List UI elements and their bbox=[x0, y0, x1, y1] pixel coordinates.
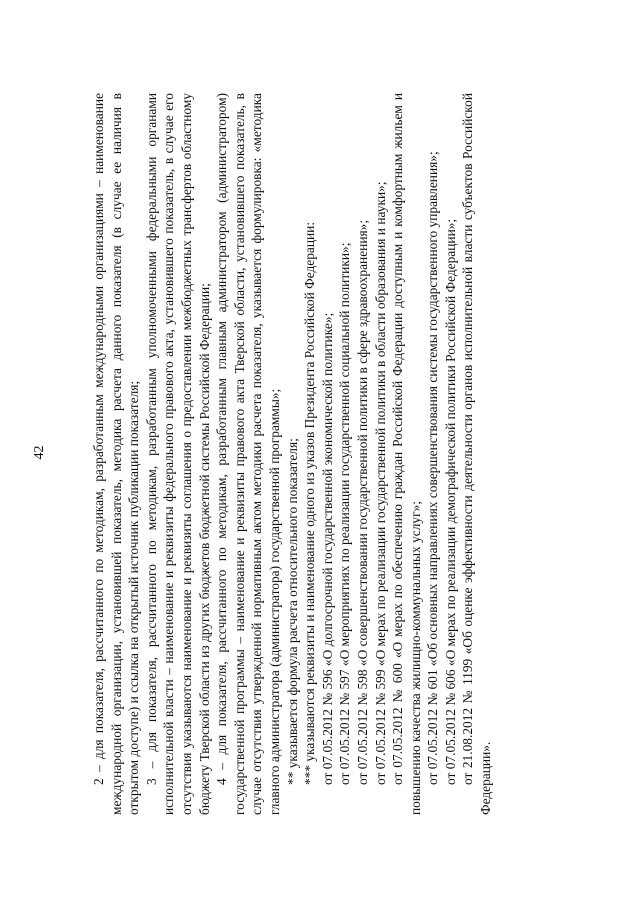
decree-item: от 21.08.2012 № 1199 «Об оценке эффективности деятельности органов исполнительной власти субъектов Российской Федерации». bbox=[460, 93, 494, 815]
decree-item: от 07.05.2012 № 597 «О мероприятиях по реализации государственной социальной политики»; bbox=[337, 242, 353, 785]
decree-item: от 07.05.2012 № 596 «О долгосрочной государственной экономической политике»; bbox=[319, 312, 335, 785]
paragraph-method-international: 2 – для показателя, рассчитанного по методикам, разработанным международными организациями – наименование международной организации, установившей показатель, методика расчета данного показателя (в случае ее наличия в открытом доступе) и ссылка на открытый источник публикации показателя; bbox=[91, 93, 142, 815]
decree-item: от 07.05.2012 № 601 «Об основных направлениях совершенствования системы государственного управления»; bbox=[425, 151, 441, 785]
decree-item: от 07.05.2012 № 599 «О мерах по реализации государственной политики в области образования и науки»; bbox=[372, 181, 388, 785]
paragraph-method-federal: 3 – для показателя, рассчитанного по методикам, разработанным уполномоченными федеральными органами исполнительной власти – наименование и реквизиты федерального правового акта, установившего показатель, в случае его отсутствия указываются наименование и реквизиты соглашения о предоставлении межбюджетных трансфертов областному бюджету Тверской области из других бюджетов бюджетной системы Российской Федерации; bbox=[143, 93, 212, 815]
footnote-decrees: *** указываются реквизиты и наименование одного из указов Президента Российской Федерации: bbox=[302, 221, 318, 785]
decree-item: от 07.05.2012 № 600 «О мерах по обеспечению граждан Российской Федерации доступным и комфортным жильем и повышению качества жилищно-коммунальных услуг»; bbox=[390, 93, 423, 815]
decree-item: от 07.05.2012 № 598 «О совершенствовании государственной политики в сфере здравоохранения»; bbox=[354, 219, 370, 785]
paragraph-method-administrator: 4 – для показателя, рассчитанного по методикам, разработанным главным администратором (администратором) государственной программы – наименование и реквизиты правового акта Тверской области, установившего показатель, в случае отсутствия утвержденной нормативным актом методики расчета показателя, указывается формулировка: «методика главного администратора (администратора) государственной программы»; bbox=[214, 93, 282, 815]
decree-item: от 07.05.2012 № 606 «О мерах по реализации демографической политики Российской Федерации»; bbox=[442, 218, 458, 785]
document-body bbox=[90, 93, 495, 815]
page-number: 42 bbox=[32, 445, 47, 460]
footnote-formula: ** указывается формула расчета относительного показателя; bbox=[284, 438, 300, 785]
